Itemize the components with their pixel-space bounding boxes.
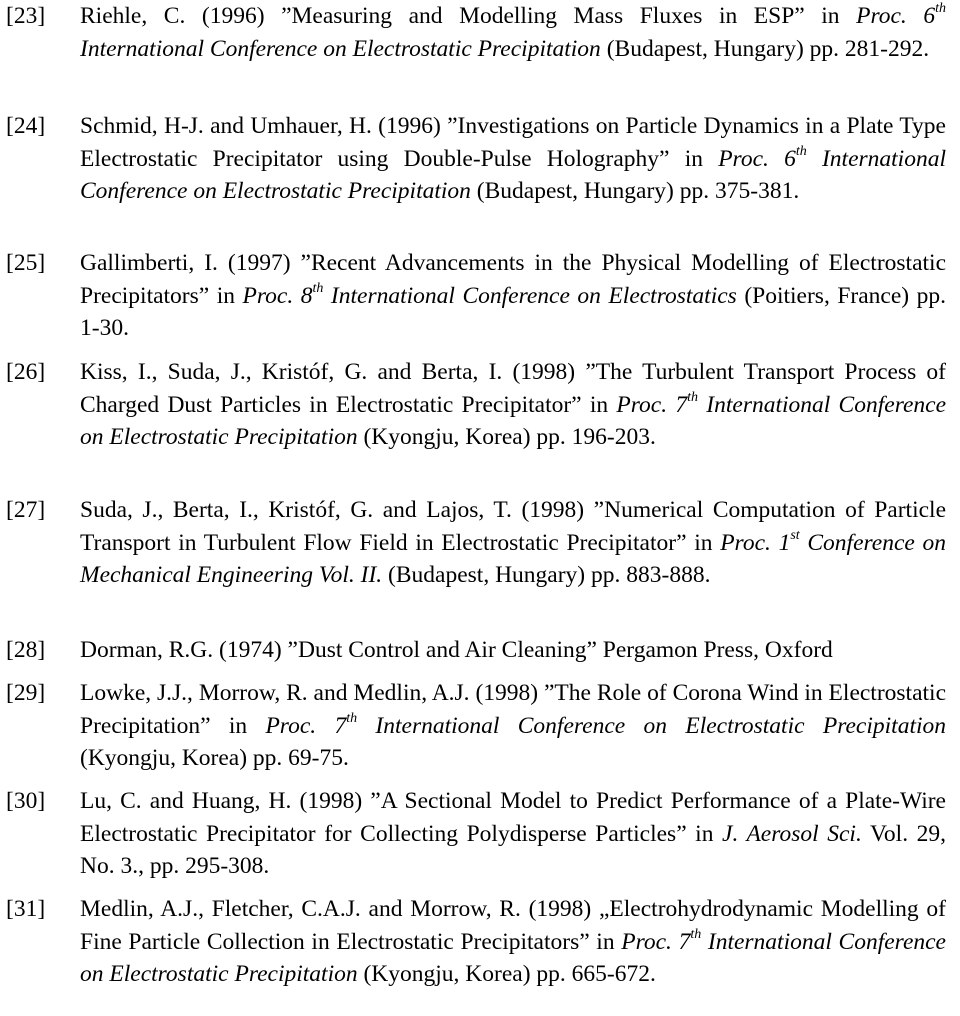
- reference-number: [28]: [6, 637, 46, 663]
- reference-entry: [0, 634, 946, 667]
- reference-entry: [0, 893, 946, 991]
- citation-text: (Budapest, Hungary) pp. 375-381.: [470, 178, 800, 205]
- italic-text: Proc. 7: [616, 391, 688, 418]
- italic-text: International Conference on Electrostatic Precipitation: [357, 712, 947, 739]
- reference-entry: [0, 785, 946, 883]
- citation-text: Vol. 29, No. 3., pp. 295-308.: [80, 820, 947, 880]
- reference-citation: [80, 677, 946, 775]
- citation-text: Gallimberti, I. (1997) ”Recent Advancements in the Physical Modelling of Electrostatic Precipitators” in: [80, 250, 946, 309]
- reference-entry: [0, 247, 946, 345]
- citation-text: Dorman, R.G. (1974) ”Dust Control and Air Cleaning” Pergamon Press, Oxford: [80, 637, 833, 663]
- italic-text: Proc.: [718, 145, 769, 172]
- citation-text: [769, 146, 784, 172]
- ordinal-suffix: th: [312, 280, 324, 296]
- italic-text: J. Aerosol Sci.: [722, 820, 862, 847]
- reference-entry: [0, 677, 946, 775]
- citation-text: Lowke, J.J., Morrow, R. and Medlin, A.J. (1998) ”The Role of Corona Wind in Electrostatic Precipitation” in: [80, 680, 946, 739]
- reference-number: [30]: [6, 788, 46, 814]
- reference-entry: [0, 0, 946, 65]
- citation-text: (Kyongju, Korea) pp. 69-75.: [80, 745, 349, 772]
- reference-citation: [80, 634, 946, 667]
- italic-text: International Conference on Electrostatic Precipitation: [80, 145, 946, 205]
- reference-citation: [80, 356, 946, 454]
- reference-number: [25]: [6, 250, 46, 276]
- reference-citation: [80, 0, 946, 65]
- reference-number: [27]: [6, 497, 46, 523]
- ordinal-suffix: th: [346, 710, 358, 726]
- ordinal-suffix: th: [687, 389, 699, 405]
- citation-text: Riehle, C. (1996) ”Measuring and Modelling Mass Fluxes in ESP” in: [80, 3, 857, 29]
- reference-number: [26]: [6, 359, 46, 385]
- reference-entry: [0, 110, 946, 208]
- citation-text: Suda, J., Berta, I., Kristóf, G. and Lajos, T. (1998) ”Numerical Computation of Particle Transport in Turbulent Flow Field in Electrostatic Precipitator” in: [80, 497, 946, 556]
- reference-number: [24]: [6, 113, 46, 139]
- italic-text: International Conference on Electrostatic Precipitation: [80, 35, 601, 62]
- italic-text: Proc. 7: [621, 928, 691, 955]
- citation-text: (Kyongju, Korea) pp. 196-203.: [357, 424, 656, 451]
- reference-citation: [80, 494, 946, 592]
- reference-citation: [80, 110, 946, 208]
- reference-number: [29]: [6, 680, 46, 706]
- citation-text: Kiss, I., Suda, J., Kristóf, G. and Berta, I. (1998) ”The Turbulent Transport Process of Charged Dust Particles in Electrostatic Precipitator” in: [80, 359, 946, 418]
- italic-text: Proc. 8: [242, 282, 313, 309]
- reference-entry: [0, 494, 946, 592]
- citation-text: Medlin, A.J., Fletcher, C.A.J. and Morrow, R. (1998) „Electrohydrodynamic Modelling of Fine Particle Collection in Electrostatic Precipitators” in: [80, 896, 946, 955]
- italic-text: Proc. 7: [265, 712, 347, 739]
- citation-text: (Kyongju, Korea) pp. 665-672.: [357, 961, 656, 988]
- ordinal-suffix: th: [935, 1, 946, 17]
- citation-text: (Poitiers, France) pp. 1-30.: [80, 282, 947, 342]
- citation-text: (Budapest, Hungary) pp. 281-292.: [600, 35, 930, 62]
- ordinal-suffix: st: [790, 527, 800, 543]
- italic-text: Conference on Mechanical Engineering Vol. II.: [80, 529, 947, 589]
- italic-text: Proc. 1: [720, 529, 791, 556]
- reference-citation: [80, 247, 946, 345]
- reference-number: [31]: [6, 896, 46, 922]
- reference-citation: [80, 785, 946, 883]
- italic-text: Proc. 6: [856, 3, 936, 29]
- italic-text: International Conference on Electrostatic Precipitation: [80, 391, 947, 451]
- italic-text: International Conference on Electrostatics: [323, 282, 737, 309]
- ordinal-suffix: th: [795, 143, 807, 159]
- citation-text: Schmid, H-J. and Umhauer, H. (1996) ”Investigations on Particle Dynamics in a Plate Type Electrostatic Precipitator using Double-Pulse Holography” in: [80, 113, 946, 172]
- italic-text: International Conference on Electrostatic Precipitation: [80, 928, 946, 988]
- reference-entry: [0, 356, 946, 454]
- citation-text: (Budapest, Hungary) pp. 883-888.: [382, 562, 711, 589]
- citation-text: Lu, C. and Huang, H. (1998) ”A Sectional Model to Predict Performance of a Plate-Wire Electrostatic Precipitator for Collecting Polydisperse Particles” in: [80, 788, 946, 847]
- reference-number: [23]: [6, 3, 46, 29]
- ordinal-suffix: th: [690, 926, 702, 942]
- italic-text: 6: [784, 145, 796, 172]
- reference-citation: [80, 893, 946, 991]
